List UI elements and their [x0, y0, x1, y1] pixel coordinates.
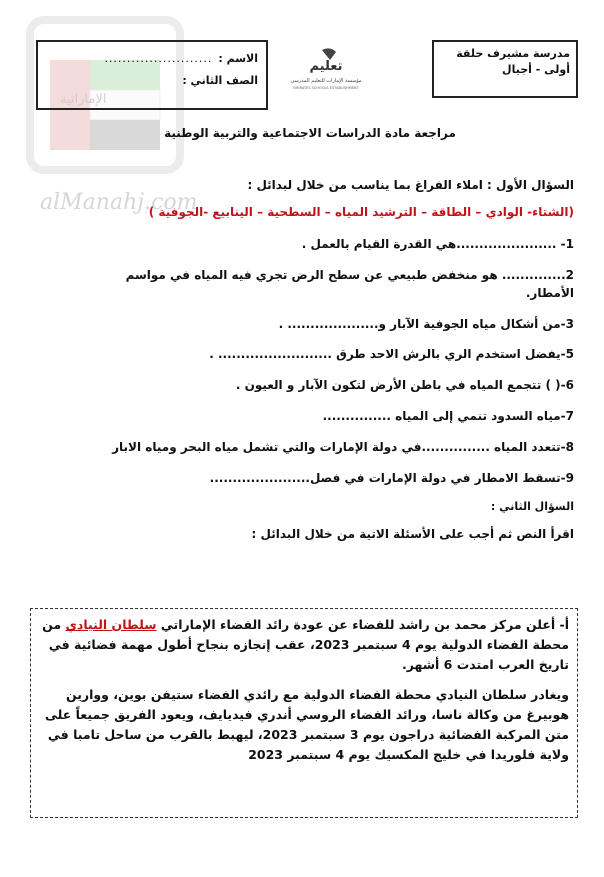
name-input-line[interactable]: ........................ [104, 52, 213, 65]
logo-subtitle: مؤسسة الإمارات للتعليم المدرسي [290, 78, 362, 84]
passage-p1-rest: من محطة الفضاء الدولية يوم 4 سبتمبر 2023، عقب إنجازه بنجاح أطول مهمة فضائية في تاريخ العرب امتدت 6 أشهر. [42, 617, 569, 672]
school-info-box [432, 40, 578, 98]
passage-paragraph-1 [39, 615, 569, 675]
name-label: الاسم : [218, 52, 258, 65]
q1-item-8: 8-تتعدد المياه ...............في دولة الإمارات والتي تشمل مياه البحر ومياه الابار [112, 440, 574, 454]
student-info-box [36, 40, 268, 110]
ministry-logo-icon [276, 44, 376, 94]
q1-item-9: 9-تسقط الامطار في دولة الإمارات في فصل...................... [209, 471, 574, 485]
school-name: مدرسة مشيرف حلقة [456, 47, 570, 60]
q1-item-1: 1- ......................هي القدرة القيام بالعمل . [301, 237, 574, 251]
q1-item-2: 2.............. هو منخفض طبيعي عن سطح الرض تجري فيه المياه في مواسم [125, 268, 574, 282]
q1-item-5: 5-يفضل استخدم الري بالرش الاحد طرق ......................... . [209, 347, 574, 361]
question2-instruction: اقرأ النص ثم أجب على الأسئلة الاتية من خلال البدائل : [251, 527, 574, 541]
q1-item-6: 6-( ) تتجمع المياه في باطن الأرض لتكون الآبار و العيون . [235, 378, 574, 392]
watermark-text: alManahj.com [40, 190, 198, 215]
q1-item-7: 7-مياه السدود تنمي إلى المياه ............... [322, 409, 574, 423]
question2-heading: السؤال الثاني : [490, 500, 574, 513]
watermark-arabic-text: الإماراتية [60, 92, 107, 107]
class-field-row [46, 70, 258, 92]
worksheet-title: مراجعة مادة الدراسات الاجتماعية والتربية الوطنية [164, 126, 456, 140]
passage-highlight-name: سلطان النيادي [65, 617, 157, 632]
reading-passage-box [30, 608, 578, 818]
school-cycle: أولى - أجيال [502, 63, 570, 76]
passage-p1-prefix: أ- أعلن مركز محمد بن راشد للفضاء عن عودة رائد الفضاء الإماراتي [160, 617, 569, 632]
passage-paragraph-2: ويغادر سلطان النيادي محطة الفضاء الدولية مع رائدي الفضاء ستيفن بوين، ووارين هوبيرغ من وكالة ناسا، ورائد الفضاء الروسي أندري فيديايف، ويعود الفريق جميعاً على متن المركبة الفضائية دراجون يوم 3 سبتمبر 2023، ليهبط بالقرب من ساحل تامبا في ولاية فلوريدا في خليج المكسيك يوم 4 سبتمبر 2023 [44, 687, 569, 762]
q1-item-3: 3-من أشكال مياه الجوفية الآبار و.................... . [278, 317, 574, 331]
q1-item-2-cont: الأمطار. [525, 286, 574, 300]
logo-text: تعليم [309, 59, 343, 74]
name-field-row [46, 48, 258, 70]
svg-text:EMIRATES SCHOOLS ESTABLISHMENT: EMIRATES SCHOOLS ESTABLISHMENT [293, 86, 359, 90]
question1-heading: السؤال الأول : املاء الفراغ بما يناسب من خلال لبدائل : [247, 178, 574, 192]
question1-options: (الشتاء- الوادي – الطاقة – الترشيد المياه – السطحية – الينابيع -الجوفية ) [148, 205, 574, 219]
class-label: الصف الثاني : [182, 74, 258, 87]
